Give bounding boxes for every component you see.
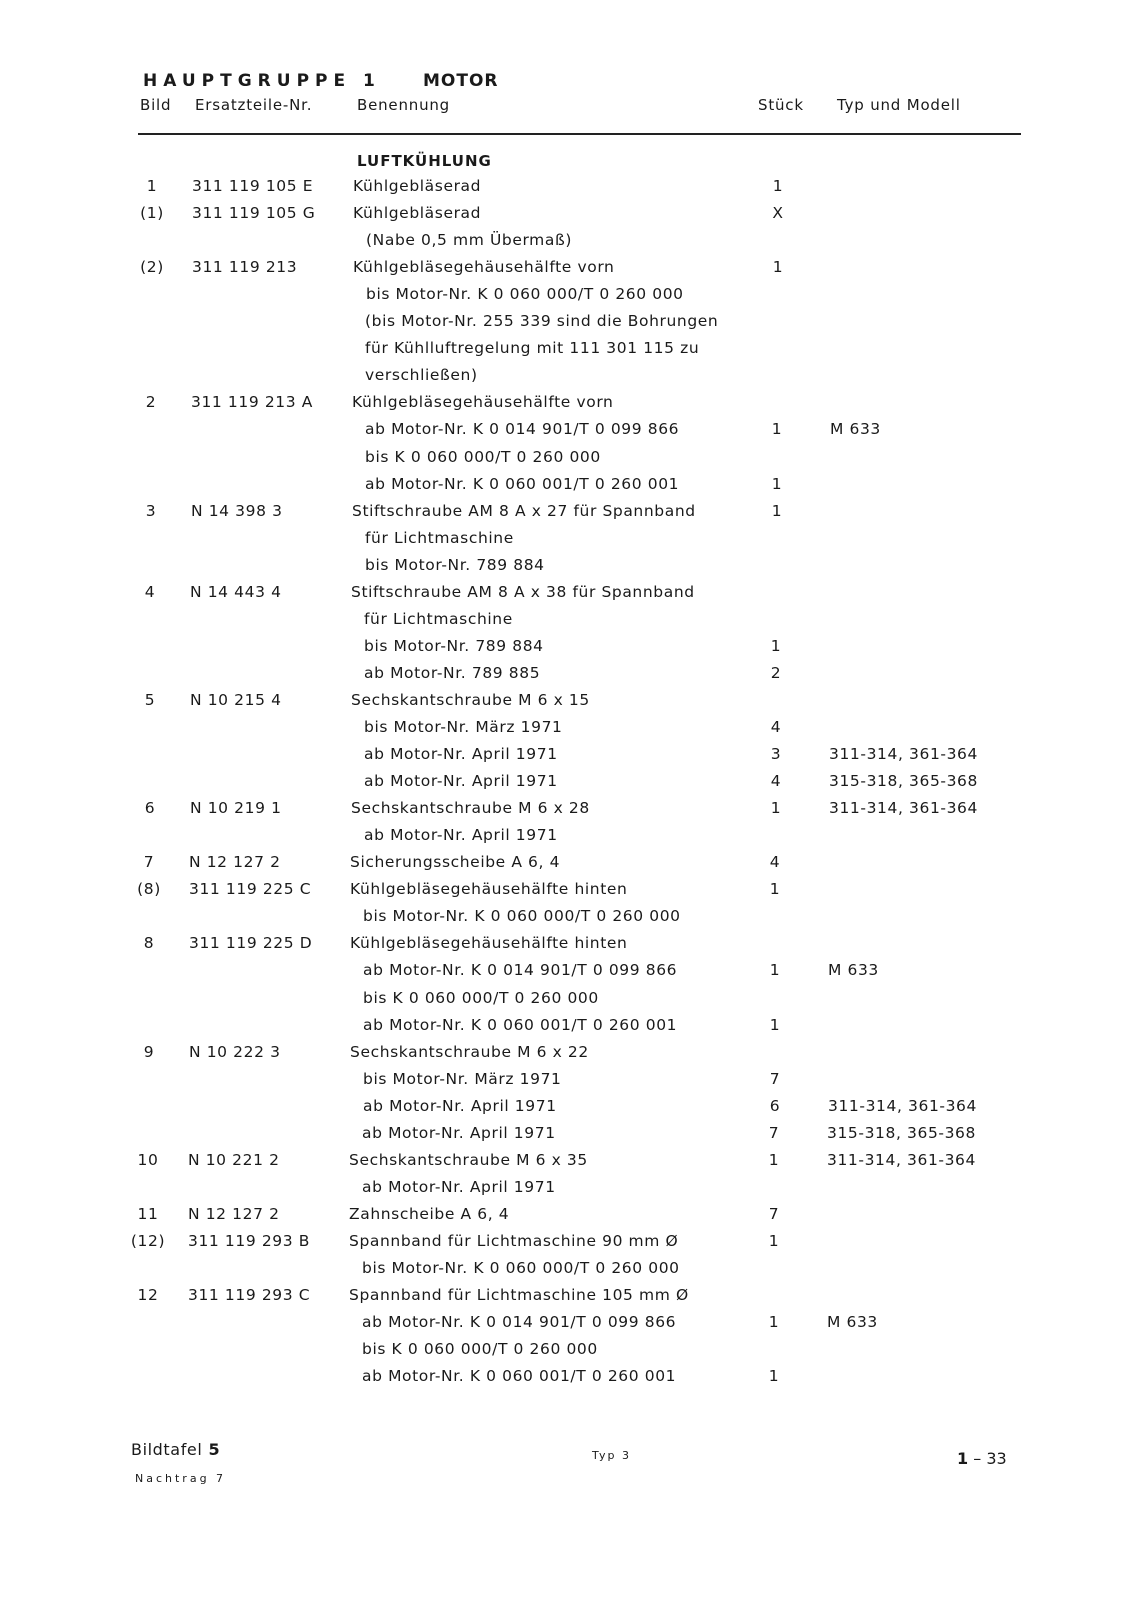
header-group: MOTOR <box>423 71 499 91</box>
table-row <box>0 339 1146 365</box>
type-model: 311-314, 361-364 <box>827 1151 976 1169</box>
part-number: N 10 221 2 <box>188 1151 280 1169</box>
part-number: N 10 222 3 <box>189 1043 281 1061</box>
bild-number: 3 <box>145 502 157 520</box>
part-description: bis Motor-Nr. März 1971 <box>363 1070 562 1088</box>
quantity: 1 <box>769 961 781 979</box>
page-no: 33 <box>986 1449 1007 1468</box>
part-description: bis K 0 060 000/T 0 260 000 <box>362 1340 598 1358</box>
page-separator: – <box>973 1449 982 1468</box>
bild-number: 2 <box>145 393 157 411</box>
part-description: ab Motor-Nr. K 0 014 901/T 0 099 866 <box>365 420 680 438</box>
type-model: 311-314, 361-364 <box>828 1097 977 1115</box>
table-row <box>0 1016 1146 1042</box>
table-row <box>0 1205 1146 1231</box>
table-row <box>0 204 1146 230</box>
part-description: ab Motor-Nr. April 1971 <box>364 826 558 844</box>
bild-number: 6 <box>144 799 156 817</box>
quantity: 1 <box>768 1367 780 1385</box>
part-number: N 12 127 2 <box>189 853 281 871</box>
part-number: N 14 398 3 <box>191 502 283 520</box>
type-model: M 633 <box>827 1313 878 1331</box>
quantity: 2 <box>770 664 782 682</box>
part-description: Kühlgebläsegehäusehälfte vorn <box>353 258 615 276</box>
part-description: Sicherungsscheibe A 6, 4 <box>350 853 561 871</box>
part-description: bis Motor-Nr. 789 884 <box>365 556 545 574</box>
part-description: bis Motor-Nr. 789 884 <box>364 637 544 655</box>
table-row <box>0 934 1146 960</box>
part-description: ab Motor-Nr. April 1971 <box>363 1097 557 1115</box>
quantity: 1 <box>768 1232 780 1250</box>
col-head-model: Typ und Modell <box>837 96 961 114</box>
part-description: Zahnscheibe A 6, 4 <box>349 1205 510 1223</box>
quantity: 1 <box>771 502 783 520</box>
table-row <box>0 691 1146 717</box>
quantity: 1 <box>768 1151 780 1169</box>
table-row <box>0 1097 1146 1123</box>
quantity: 3 <box>770 745 782 763</box>
table-row <box>0 177 1146 203</box>
quantity: 1 <box>770 799 782 817</box>
bild-number: 1 <box>146 177 158 195</box>
quantity: 6 <box>769 1097 781 1115</box>
part-number: 311 119 213 A <box>191 393 313 411</box>
bild-number: (1) <box>140 204 164 222</box>
table-row <box>0 1313 1146 1339</box>
table-row <box>0 1151 1146 1177</box>
part-description: ab Motor-Nr. April 1971 <box>362 1178 556 1196</box>
table-row <box>0 637 1146 663</box>
part-description: (Nabe 0,5 mm Übermaß) <box>366 231 572 249</box>
quantity: 4 <box>770 772 782 790</box>
bild-number: 10 <box>137 1151 159 1169</box>
table-row <box>0 1178 1146 1204</box>
part-description: für Kühlluftregelung mit 111 301 115 zu <box>365 339 700 357</box>
part-description: bis Motor-Nr. K 0 060 000/T 0 260 000 <box>363 907 681 925</box>
quantity: 4 <box>769 853 781 871</box>
part-description: verschließen) <box>365 366 478 384</box>
table-row <box>0 664 1146 690</box>
footer-typ: Typ 3 <box>592 1449 631 1462</box>
part-description: Kühlgebläserad <box>353 177 482 195</box>
col-head-name: Benennung <box>357 96 451 114</box>
part-description: für Lichtmaschine <box>365 529 514 547</box>
part-number: 311 119 225 D <box>189 934 313 952</box>
part-description: Kühlgebläsegehäusehälfte vorn <box>352 393 614 411</box>
part-description: ab Motor-Nr. K 0 060 001/T 0 260 001 <box>363 1016 678 1034</box>
part-description: ab Motor-Nr. K 0 060 001/T 0 260 001 <box>362 1367 677 1385</box>
table-row <box>0 502 1146 528</box>
footer-page-number <box>957 1449 1007 1468</box>
quantity: 1 <box>769 880 781 898</box>
footer-nachtrag: Nachtrag 7 <box>135 1472 227 1485</box>
part-description: (bis Motor-Nr. 255 339 sind die Bohrungen <box>365 312 719 330</box>
table-row <box>0 583 1146 609</box>
part-description: Spannband für Lichtmaschine 90 mm Ø <box>349 1232 679 1250</box>
table-row <box>0 610 1146 636</box>
part-number: N 14 443 4 <box>190 583 282 601</box>
part-description: Spannband für Lichtmaschine 105 mm Ø <box>349 1286 689 1304</box>
table-row <box>0 1367 1146 1393</box>
table-row <box>0 880 1146 906</box>
type-model: M 633 <box>828 961 879 979</box>
part-number: 311 119 213 <box>192 258 298 276</box>
header-title: HAUPTGRUPPE 1 <box>143 71 381 91</box>
part-description: Stiftschraube AM 8 A x 27 für Spannband <box>352 502 696 520</box>
table-row <box>0 989 1146 1015</box>
table-row <box>0 420 1146 446</box>
bild-number: 8 <box>143 934 155 952</box>
table-row <box>0 258 1146 284</box>
table-row <box>0 718 1146 744</box>
bild-number: 9 <box>143 1043 155 1061</box>
table-row <box>0 1124 1146 1150</box>
type-model: 315-318, 365-368 <box>829 772 978 790</box>
header-rule <box>138 133 1021 135</box>
part-description: ab Motor-Nr. K 0 060 001/T 0 260 001 <box>365 475 680 493</box>
quantity: 1 <box>772 177 784 195</box>
bild-number: (12) <box>130 1232 166 1250</box>
section-title: LUFTKÜHLUNG <box>357 152 492 170</box>
quantity: 1 <box>771 475 783 493</box>
bild-number: 4 <box>144 583 156 601</box>
col-head-part-no: Ersatzteile-Nr. <box>195 96 313 114</box>
part-description: ab Motor-Nr. K 0 014 901/T 0 099 866 <box>362 1313 677 1331</box>
part-description: ab Motor-Nr. April 1971 <box>364 745 558 763</box>
part-number: N 12 127 2 <box>188 1205 280 1223</box>
part-number: 311 119 225 C <box>189 880 312 898</box>
bild-number: (2) <box>140 258 164 276</box>
table-row <box>0 799 1146 825</box>
table-row <box>0 1340 1146 1366</box>
page-group: 1 <box>957 1449 969 1468</box>
table-row <box>0 556 1146 582</box>
part-number: 311 119 293 B <box>188 1232 310 1250</box>
table-row <box>0 772 1146 798</box>
part-description: Stiftschraube AM 8 A x 38 für Spannband <box>351 583 695 601</box>
table-row <box>0 448 1146 474</box>
part-description: ab Motor-Nr. April 1971 <box>362 1124 556 1142</box>
type-model: M 633 <box>830 420 881 438</box>
part-description: Kühlgebläserad <box>353 204 482 222</box>
table-row <box>0 745 1146 771</box>
table-row <box>0 475 1146 501</box>
table-row <box>0 907 1146 933</box>
bildtafel-number: 5 <box>208 1440 221 1459</box>
bild-number: 5 <box>144 691 156 709</box>
table-row <box>0 393 1146 419</box>
quantity: 4 <box>770 718 782 736</box>
table-row <box>0 285 1146 311</box>
part-number: 311 119 105 G <box>192 204 316 222</box>
part-description: Sechskantschraube M 6 x 15 <box>351 691 590 709</box>
part-description: bis Motor-Nr. K 0 060 000/T 0 260 000 <box>366 285 684 303</box>
part-description: bis K 0 060 000/T 0 260 000 <box>363 989 599 1007</box>
quantity: 1 <box>769 1016 781 1034</box>
part-description: für Lichtmaschine <box>364 610 513 628</box>
table-row <box>0 1232 1146 1258</box>
quantity: 1 <box>771 420 783 438</box>
quantity: 7 <box>769 1070 781 1088</box>
type-model: 311-314, 361-364 <box>829 799 978 817</box>
table-row <box>0 1043 1146 1069</box>
col-head-qty: Stück <box>758 96 804 114</box>
table-row <box>0 1070 1146 1096</box>
part-description: Kühlgebläsegehäusehälfte hinten <box>350 934 628 952</box>
part-description: bis Motor-Nr. K 0 060 000/T 0 260 000 <box>362 1259 680 1277</box>
bild-number: (8) <box>137 880 161 898</box>
quantity: 7 <box>768 1205 780 1223</box>
part-number: 311 119 105 E <box>192 177 314 195</box>
quantity: 1 <box>772 258 784 276</box>
table-row <box>0 529 1146 555</box>
table-row <box>0 366 1146 392</box>
part-description: ab Motor-Nr. April 1971 <box>364 772 558 790</box>
part-description: bis Motor-Nr. März 1971 <box>364 718 563 736</box>
part-number: 311 119 293 C <box>188 1286 311 1304</box>
part-description: Kühlgebläsegehäusehälfte hinten <box>350 880 628 898</box>
part-number: N 10 219 1 <box>190 799 282 817</box>
part-description: ab Motor-Nr. 789 885 <box>364 664 541 682</box>
col-head-bild: Bild <box>140 96 172 114</box>
part-description: ab Motor-Nr. K 0 014 901/T 0 099 866 <box>363 961 678 979</box>
table-row <box>0 312 1146 338</box>
type-model: 315-318, 365-368 <box>827 1124 976 1142</box>
bild-number: 11 <box>137 1205 159 1223</box>
bild-number: 12 <box>137 1286 159 1304</box>
table-row <box>0 231 1146 257</box>
quantity: X <box>772 204 784 222</box>
type-model: 311-314, 361-364 <box>829 745 978 763</box>
footer-bildtafel <box>131 1440 220 1459</box>
quantity: 7 <box>768 1124 780 1142</box>
bildtafel-label: Bildtafel <box>131 1440 203 1459</box>
part-description: Sechskantschraube M 6 x 35 <box>349 1151 588 1169</box>
bild-number: 7 <box>143 853 155 871</box>
table-row <box>0 1286 1146 1312</box>
table-row <box>0 1259 1146 1285</box>
part-number: N 10 215 4 <box>190 691 282 709</box>
part-description: Sechskantschraube M 6 x 22 <box>350 1043 589 1061</box>
quantity: 1 <box>770 637 782 655</box>
part-description: Sechskantschraube M 6 x 28 <box>351 799 590 817</box>
table-row <box>0 826 1146 852</box>
part-description: bis K 0 060 000/T 0 260 000 <box>365 448 601 466</box>
table-row <box>0 961 1146 987</box>
table-row <box>0 853 1146 879</box>
quantity: 1 <box>768 1313 780 1331</box>
